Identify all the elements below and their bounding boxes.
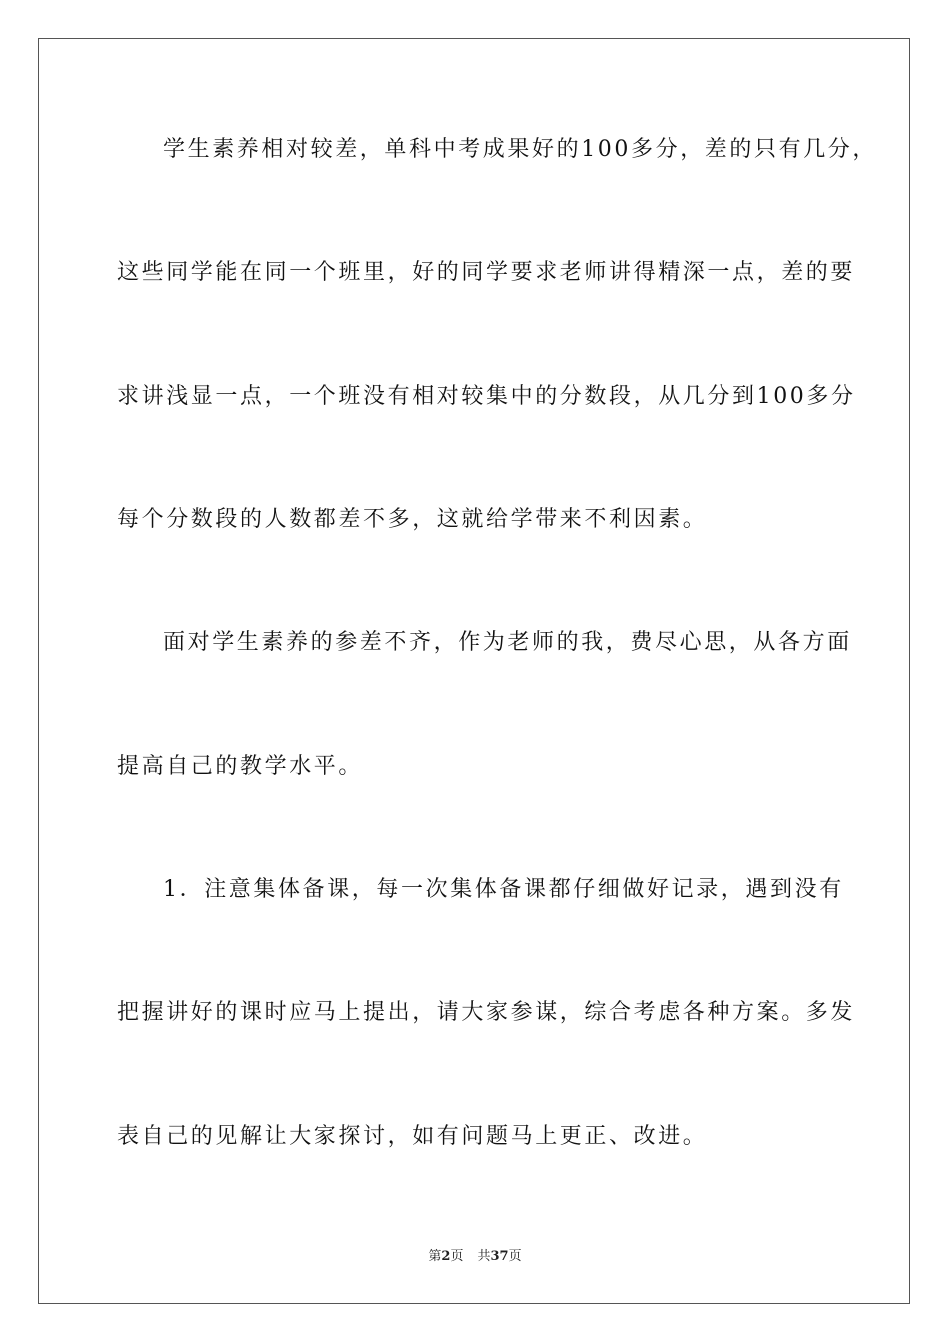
text-line-2: 这些同学能在同一个班里，好的同学要求老师讲得精深一点，差的要 <box>117 260 856 285</box>
text-line-3: 求讲浅显一点，一个班没有相对较集中的分数段，从几分到100多分 <box>117 384 856 409</box>
footer-page-number: 2 <box>441 1249 451 1264</box>
text-line-8: 把握讲好的课时应马上提出，请大家参谋，综合考虑各种方案。多发 <box>117 1000 856 1025</box>
page-footer <box>0 1248 950 1266</box>
footer-total-suffix: 页 <box>508 1249 522 1264</box>
footer-total-prefix: 共 <box>477 1249 491 1264</box>
text-line-1: 学生素养相对较差，单科中考成果好的100多分，差的只有几分， <box>163 137 877 162</box>
footer-page-prefix: 第 <box>428 1249 442 1264</box>
text-line-4: 每个分数段的人数都差不多，这就给学带来不利因素。 <box>117 507 708 532</box>
text-line-9: 表自己的见解让大家探讨，如有问题马上更正、改进。 <box>117 1124 708 1149</box>
footer-page-suffix: 页 <box>450 1249 464 1264</box>
text-line-5: 面对学生素养的参差不齐，作为老师的我，费尽心思，从各方面 <box>163 630 852 655</box>
text-line-6: 提高自己的教学水平。 <box>117 754 364 779</box>
footer-total-pages: 37 <box>490 1249 509 1264</box>
page-frame <box>38 38 910 1304</box>
text-line-7: 1．注意集体备课，每一次集体备课都仔细做好记录，遇到没有 <box>163 877 844 902</box>
